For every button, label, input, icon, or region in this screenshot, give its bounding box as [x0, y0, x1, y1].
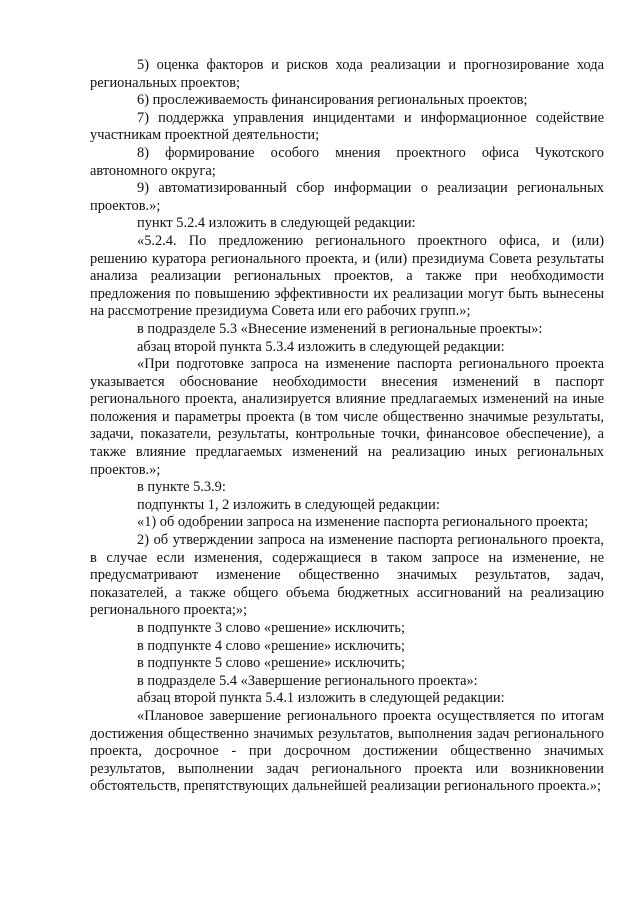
paragraph: пункт 5.2.4 изложить в следующей редакции: [137, 215, 416, 232]
paragraph: абзац второй пункта 5.4.1 изложить в следующей редакции: [137, 690, 505, 707]
paragraph: в подразделе 5.3 «Внесение изменений в региональные проекты»: [137, 320, 543, 337]
paragraph: в подпункте 5 слово «решение» исключить; [137, 655, 405, 672]
paragraph: «1) об одобрении запроса на изменение паспорта регионального проекта; [137, 514, 589, 531]
paragraph: 7) поддержка управления инцидентами и информационное содействие участникам проектной деятельности; [90, 109, 604, 144]
paragraph: подпункты 1, 2 изложить в следующей редакции: [137, 496, 440, 513]
document-body [90, 57, 604, 796]
paragraph: абзац второй пункта 5.3.4 изложить в следующей редакции: [137, 338, 505, 355]
paragraph: в подразделе 5.4 «Завершение регионального проекта»: [137, 672, 478, 689]
paragraph: в подпункте 3 слово «решение» исключить; [137, 620, 405, 636]
paragraph: 8) формирование особого мнения проектного офиса Чукотского автономного округа; [90, 144, 604, 179]
paragraph: 2) об утверждении запроса на изменение паспорта регионального проекта, в случае если изменения, содержащиеся в таком запросе на изменение, не предусматривают изменение общественно значимых результатов, задач, показателей, а также общего объема бюджетных ассигнований на реализацию регионального проекта;»; [90, 532, 604, 619]
paragraph: 5) оценка факторов и рисков хода реализации и прогнозирование хода региональных проектов; [90, 57, 604, 91]
paragraph: «При подготовке запроса на изменение паспорта регионального проекта указывается обоснование необходимости внесения изменений в паспорт регионального проекта, анализируется влияние предлагаемых изменений на иные положения и параметры проекта (в том числе общественно значимые результаты, задачи, показатели, результаты, контрольные точки, финансовое обеспечение), а также влияние предлагаемых изменений на реализацию иных региональных проектов.»; [90, 356, 604, 478]
paragraph: 9) автоматизированный сбор информации о реализации региональных проектов.»; [90, 180, 604, 214]
paragraph: «Плановое завершение регионального проекта осуществляется по итогам достижения общественно значимых результатов, выполнения задач регионального проекта, досрочное - при досрочном достижении общественно значимых результатов, выполнении задач регионального проекта или возникновении обстоятельств, препятствующих дальнейшей реализации регионального проекта.»; [90, 707, 604, 795]
paragraph: в пункте 5.3.9: [137, 479, 226, 496]
paragraph: «5.2.4. По предложению регионального проектного офиса, и (или) решению куратора регионального проекта, и (или) президиума Совета результаты анализа реализации региональных проектов, а также при необходимости предложения по повышению эффективности их реализации могут быть вынесены на рассмотрение президиума Совета или его рабочих групп.»; [90, 232, 604, 320]
paragraph: 6) прослеживаемость финансирования региональных проектов; [137, 92, 528, 109]
paragraph: в подпункте 4 слово «решение» исключить; [137, 637, 405, 654]
